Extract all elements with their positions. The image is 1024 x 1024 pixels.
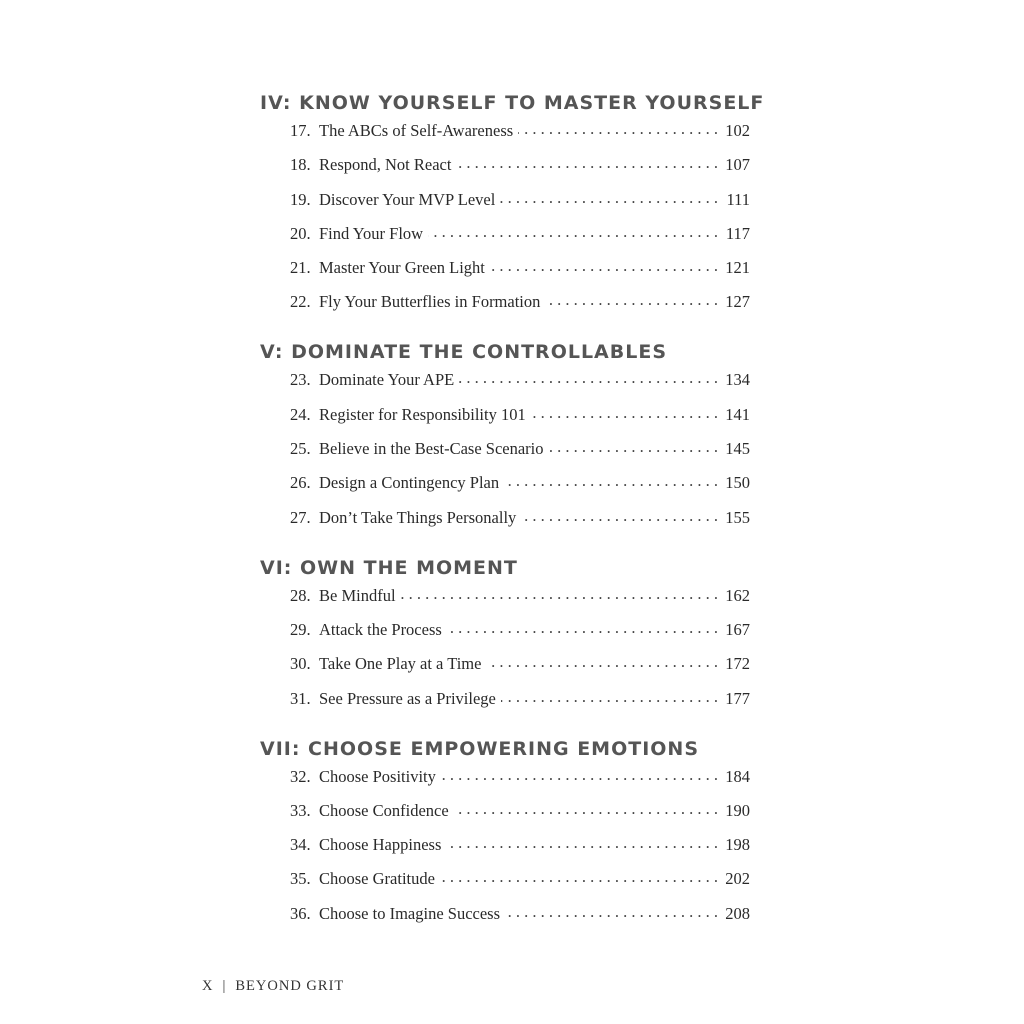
- chapter-page-number: 107: [725, 155, 750, 175]
- dot-leader: [500, 185, 718, 205]
- dot-leader: [518, 116, 718, 136]
- toc-entry[interactable]: [260, 830, 750, 864]
- chapter-number: 30.: [290, 654, 311, 674]
- chapter-number: 25.: [290, 439, 311, 459]
- toc-entry[interactable]: [260, 503, 750, 529]
- chapter-number: 22.: [290, 292, 311, 312]
- dot-leader: [545, 287, 718, 307]
- chapter-title: Choose Positivity: [319, 766, 436, 786]
- dot-leader: [549, 434, 718, 454]
- section-heading: V: DOMINATE THE CONTROLLABLES: [260, 341, 668, 364]
- chapter-title: Discover Your MVP Level: [319, 189, 496, 209]
- chapter-page-number: 202: [725, 869, 750, 889]
- chapter-title: Don’t Take Things Personally: [319, 507, 517, 527]
- dot-leader: [459, 365, 718, 385]
- chapter-number: 32.: [290, 766, 311, 786]
- chapter-page-number: 145: [725, 439, 750, 459]
- toc-entry[interactable]: [260, 762, 750, 796]
- toc-section: [260, 339, 750, 528]
- toc-entry[interactable]: [260, 899, 750, 925]
- dot-leader: [504, 468, 718, 488]
- dot-leader: [454, 796, 718, 816]
- chapter-page-number: 102: [725, 121, 750, 140]
- chapter-number: 33.: [290, 800, 311, 820]
- footer-separator: |: [222, 978, 227, 994]
- toc-entry[interactable]: [260, 365, 750, 399]
- chapter-title: Fly Your Butterflies in Formation: [319, 292, 541, 312]
- toc-entry[interactable]: [260, 615, 750, 649]
- chapter-page-number: 208: [725, 903, 750, 923]
- dot-leader: [428, 219, 718, 239]
- chapter-number: 36.: [290, 903, 311, 923]
- dot-leader: [505, 899, 718, 919]
- dot-leader: [486, 649, 718, 669]
- chapter-page-number: 177: [725, 688, 750, 708]
- toc-section: [260, 555, 750, 710]
- toc-entry[interactable]: [260, 434, 750, 468]
- footer-page-number: X: [202, 978, 214, 994]
- chapter-page-number: 134: [725, 370, 750, 390]
- chapter-number: 24.: [290, 404, 311, 424]
- chapter-title: Find Your Flow: [319, 223, 424, 243]
- chapter-title: Register for Responsibility 101: [319, 404, 526, 424]
- chapter-number: 31.: [290, 688, 311, 708]
- chapter-title: Attack the Process: [319, 619, 442, 639]
- chapter-page-number: 198: [725, 835, 750, 855]
- toc-entry[interactable]: [260, 864, 750, 898]
- dot-leader: [447, 615, 718, 635]
- toc-section: [260, 736, 750, 925]
- toc-entry[interactable]: [260, 684, 750, 710]
- chapter-page-number: 127: [725, 292, 750, 312]
- chapter-page-number: 184: [725, 766, 750, 786]
- chapter-title: Choose Gratitude: [319, 869, 435, 889]
- chapter-page-number: 121: [725, 258, 750, 278]
- chapter-title: Choose Happiness: [319, 835, 442, 855]
- toc-section: [260, 90, 765, 313]
- chapter-title: Respond, Not React: [319, 155, 452, 175]
- footer-book-title: BEYOND GRIT: [235, 978, 345, 994]
- dot-leader: [490, 253, 718, 273]
- chapter-number: 18.: [290, 155, 311, 175]
- chapter-page-number: 190: [725, 800, 750, 820]
- dot-leader: [521, 503, 718, 523]
- toc-entry[interactable]: [260, 649, 750, 683]
- dot-leader: [441, 762, 718, 782]
- dot-leader: [456, 150, 718, 170]
- chapter-number: 34.: [290, 835, 311, 855]
- section-heading: IV: KNOW YOURSELF TO MASTER YOURSELF: [260, 92, 765, 114]
- chapter-page-number: 111: [726, 189, 750, 209]
- chapter-title: Be Mindful: [319, 585, 396, 605]
- chapter-page-number: 167: [725, 619, 750, 639]
- chapter-title: Choose Confidence: [319, 800, 449, 820]
- chapter-page-number: 162: [725, 585, 750, 605]
- toc-entry[interactable]: [260, 468, 750, 502]
- toc-entry[interactable]: [260, 796, 750, 830]
- toc-entry[interactable]: [260, 185, 750, 219]
- chapter-number: 29.: [290, 619, 311, 639]
- section-heading: VI: OWN THE MOMENT: [260, 556, 518, 579]
- chapter-page-number: 117: [725, 223, 750, 243]
- chapter-title: Take One Play at a Time: [319, 654, 482, 674]
- chapter-number: 26.: [290, 473, 311, 493]
- chapter-title: Believe in the Best-Case Scenario: [319, 439, 544, 459]
- chapter-number: 28.: [290, 585, 311, 605]
- chapter-page-number: 141: [725, 404, 750, 424]
- chapter-title: The ABCs of Self-Awareness: [319, 121, 514, 140]
- chapter-page-number: 150: [725, 473, 750, 493]
- toc-entry[interactable]: [260, 116, 750, 150]
- chapter-title: Master Your Green Light: [319, 258, 485, 278]
- page-footer: [202, 978, 344, 995]
- chapter-number: 17.: [290, 121, 311, 140]
- chapter-title: Dominate Your APE: [319, 370, 455, 390]
- chapter-number: 20.: [290, 223, 311, 243]
- chapter-number: 23.: [290, 370, 311, 390]
- dot-leader: [440, 864, 718, 884]
- dot-leader: [446, 830, 718, 850]
- chapter-number: 21.: [290, 258, 311, 278]
- chapter-title: See Pressure as a Privilege: [319, 688, 496, 708]
- chapter-number: 35.: [290, 869, 311, 889]
- toc-entry[interactable]: [260, 219, 750, 253]
- chapter-number: 19.: [290, 189, 311, 209]
- chapter-title: Choose to Imagine Success: [319, 903, 501, 923]
- dot-leader: [401, 581, 718, 601]
- toc-entry[interactable]: [260, 400, 750, 434]
- table-of-contents: [260, 90, 765, 951]
- toc-entry[interactable]: [260, 253, 750, 287]
- chapter-number: 27.: [290, 507, 311, 527]
- toc-entry[interactable]: [260, 150, 750, 184]
- toc-entry[interactable]: [260, 287, 750, 313]
- toc-entry[interactable]: [260, 581, 750, 615]
- chapter-title: Design a Contingency Plan: [319, 473, 500, 493]
- chapter-page-number: 172: [725, 654, 750, 674]
- dot-leader: [531, 400, 718, 420]
- section-heading: VII: CHOOSE EMPOWERING EMOTIONS: [260, 737, 699, 760]
- chapter-page-number: 155: [725, 507, 750, 527]
- dot-leader: [501, 684, 718, 704]
